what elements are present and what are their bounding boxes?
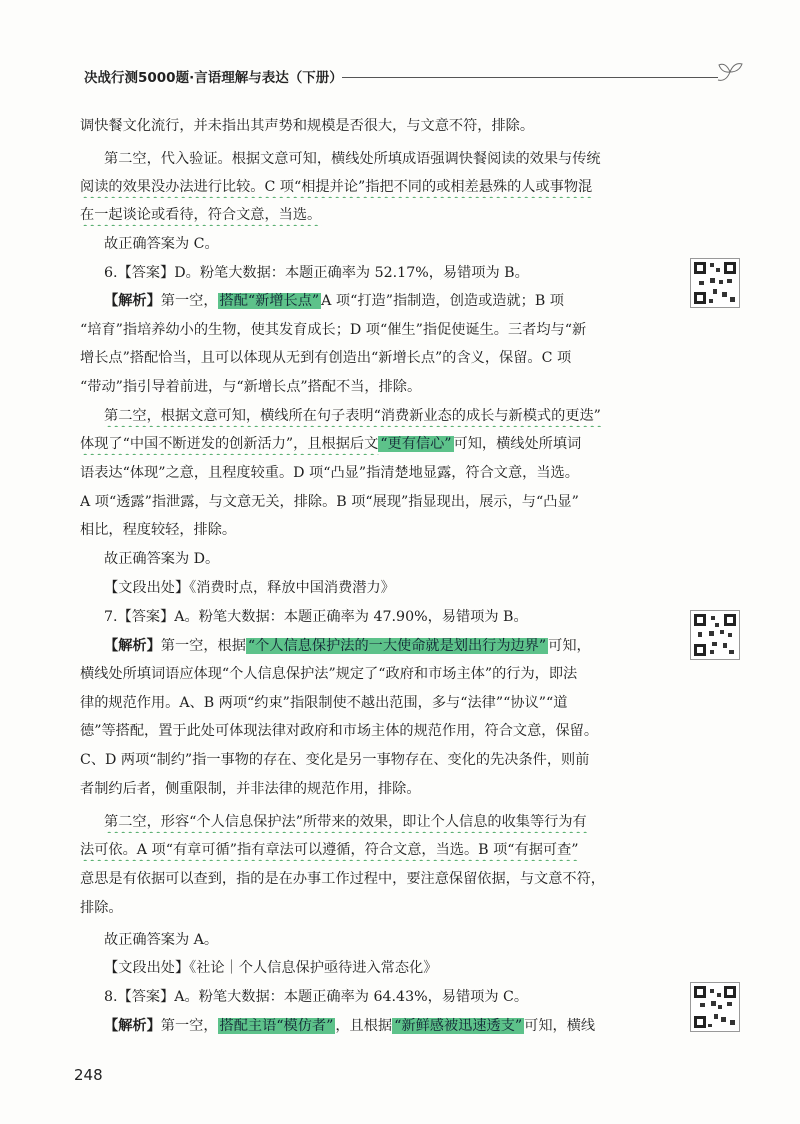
text-line [104, 290, 662, 312]
question-8-answer: 8.【答案】A。粉笔大数据：本题正确率为 64.43%，易错项为 C。 [104, 989, 529, 1005]
highlighted-text: “个人信息保护法的一大使命就是划出行为边界” [247, 638, 547, 654]
text-line: 意思是有依据可以查到，指的是在办事工作过程中，要注意保留依据，与文意不符， [80, 871, 605, 887]
text-line: 律的规范作用。A、B 两项“约束”指限制使不越出范围，多与“法律”“协议”“道 [80, 695, 568, 711]
underlined-text: 法可依。A 项“有章可循”指有章法可以遵循，符合文意，当选。B 项“有据可查” [80, 842, 579, 858]
text-line: 语表达“体现”之意，且程度较重。D 项“凸显”指清楚地显露，符合文意，当选。 [80, 465, 579, 481]
question-7-answer: 7.【答案】A。粉笔大数据：本题正确率为 47.90%，易错项为 B。 [104, 609, 528, 625]
highlighted-text: 搭配主语“模仿者” [219, 1018, 334, 1034]
qr-pattern [691, 259, 739, 307]
text-line: 排除。 [80, 900, 123, 916]
text-line: 增长点”搭配恰当，且可以体现从无到有创造出“新增长点”的含义，保留。C 项 [80, 350, 572, 366]
highlighted-text: 搭配“新增长点” [219, 293, 320, 309]
text-line: A 项“透露”指泄露，与文意无关，排除。B 项“展现”指显现出，展示，与“凸显” [80, 494, 579, 510]
text-line: “带动”指引导着前进，与“新增长点”搭配不当，排除。 [80, 379, 422, 395]
underlined-text: 阅读的效果没办法进行比较。C 项“相提并论”指把不同的或相差悬殊的人或事物混 [80, 179, 593, 195]
text-line [104, 811, 662, 833]
text-fragment: 第一空， [160, 1018, 218, 1034]
text-line [104, 635, 662, 657]
text-line [104, 1015, 662, 1037]
text-line: C、D 两项“制约”指一事物的存在、变化是另一事物存在、变化的先决条件，则前 [80, 752, 590, 768]
analysis-label: 【解析】 [104, 638, 161, 654]
text-fragment: 第一空， [160, 293, 218, 309]
page-number: 248 [74, 1066, 103, 1084]
source-line: 【文段出处】《社论｜个人信息保护亟待进入常态化》 [104, 960, 438, 976]
text-line: 相比，程度较轻，排除。 [80, 522, 237, 538]
text-line: 故正确答案为 C。 [104, 236, 219, 252]
text-line [80, 204, 662, 226]
text-line: 故正确答案为 A。 [104, 932, 219, 948]
text-line: 者制约后者，侧重限制，并非法律的规范作用，排除。 [80, 781, 421, 797]
text-line [80, 176, 662, 198]
text-line [80, 433, 662, 455]
qr-code-icon [690, 610, 740, 660]
text-fragment: ，且根据 [335, 1018, 393, 1034]
qr-code-icon [690, 982, 740, 1032]
text-line [104, 405, 662, 427]
text-line: 第二空，代入验证。根据文意可知，横线处所填成语强调快餐阅读的效果与传统 [104, 151, 601, 167]
underlined-text: 第二空，根据文意可知，横线所在句子表明“消费新业态的成长与新模式的更迭” [104, 408, 601, 424]
text-fragment: 可知， [548, 638, 591, 654]
qr-pattern [691, 611, 739, 659]
highlighted-text: “更有信心” [380, 436, 452, 452]
qr-pattern [691, 983, 739, 1031]
source-line: 【文段出处】《消费时点，释放中国消费潜力》 [104, 580, 395, 596]
underlined-text: 第二空，形容“个人信息保护法”所带来的效果，即让个人信息的收集等行为有 [104, 814, 587, 830]
analysis-label: 【解析】 [104, 1018, 161, 1034]
text-line: “培育”指培养幼小的生物，使其发育成长；D 项“催生”指促使诞生。三者均与“新 [80, 322, 587, 338]
text-line: 横线处所填词语应体现“个人信息保护法”规定了“政府和市场主体”的行为，即法 [80, 666, 578, 682]
underlined-text: 在一起谈论或看待，符合文意，当选。 [80, 207, 322, 223]
text-line: 调快餐文化流行，并未指出其声势和规模是否很大，与文意不符，排除。 [80, 118, 535, 134]
qr-code-icon [690, 258, 740, 308]
header-title: 决战行测5000题·言语理解与表达（下册） [84, 70, 343, 86]
text-fragment: 第一空，根据 [160, 638, 246, 654]
text-fragment: A 项“打造”指制造，创造或造就；B 项 [321, 293, 564, 309]
text-fragment: 可知，横线处所填词 [453, 436, 582, 452]
text-line: 德”等搭配，置于此处可体现法律对政府和市场主体的规范作用，符合文意，保留。 [80, 723, 599, 739]
question-6-answer: 6.【答案】D。粉笔大数据：本题正确率为 52.17%，易错项为 B。 [104, 265, 529, 281]
highlighted-text: “新鲜感被迅速透支” [394, 1018, 523, 1034]
text-line [80, 839, 662, 861]
analysis-label: 【解析】 [104, 293, 161, 309]
underlined-text: 体现了“中国不断迸发的创新活力”，且根据后文 [80, 436, 379, 452]
text-line: 故正确答案为 D。 [104, 551, 220, 567]
text-fragment: 可知，横线 [524, 1018, 596, 1034]
